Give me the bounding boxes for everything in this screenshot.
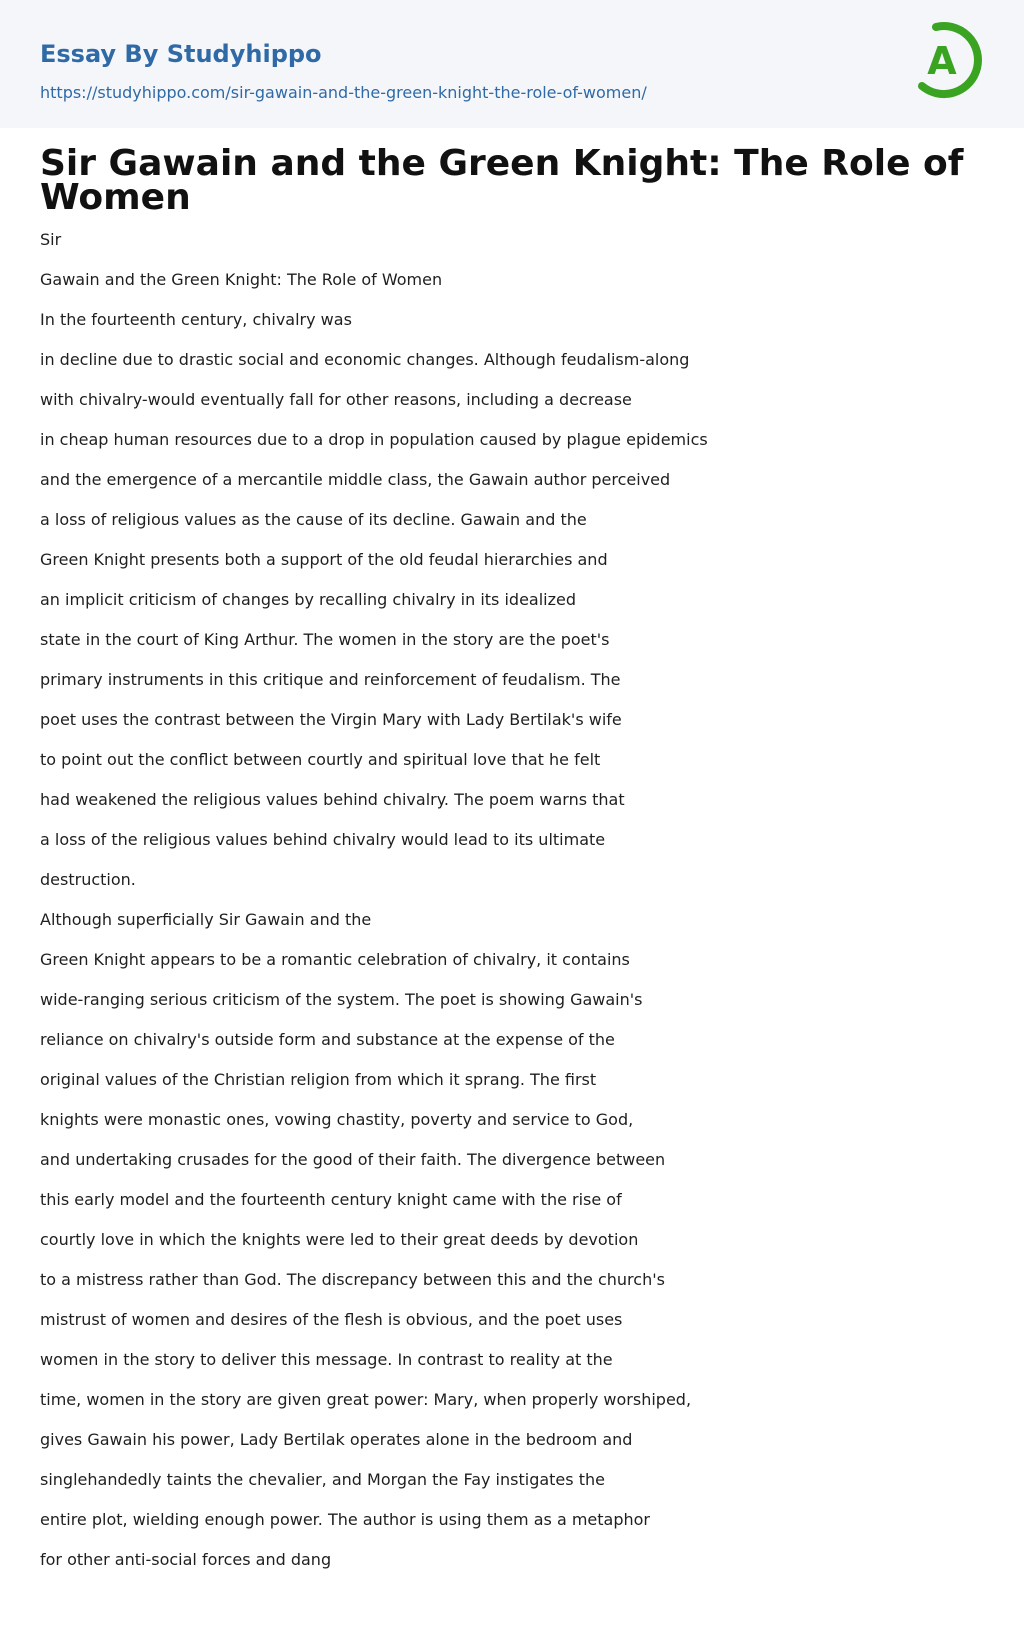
essay-line: time, women in the story are given great power: Mary, when properly worshiped, xyxy=(40,1390,692,1409)
essay-line: had weakened the religious values behind chivalry. The poem warns that xyxy=(40,790,625,809)
source-url-link[interactable]: https://studyhippo.com/sir-gawain-and-the-green-knight-the-role-of-women/ xyxy=(40,83,647,102)
essay-line: entire plot, wielding enough power. The author is using them as a metaphor xyxy=(40,1510,650,1529)
essay-line: Green Knight appears to be a romantic celebration of chivalry, it contains xyxy=(40,950,630,969)
site-header xyxy=(0,0,1024,128)
essay-line: and undertaking crusades for the good of their faith. The divergence between xyxy=(40,1150,666,1169)
essay-line: a loss of religious values as the cause of its decline. Gawain and the xyxy=(40,510,587,529)
essay-line: for other anti-social forces and dang xyxy=(40,1550,332,1569)
essay-line: wide-ranging serious criticism of the system. The poet is showing Gawain's xyxy=(40,990,643,1009)
essay-line: in decline due to drastic social and economic changes. Although feudalism-along xyxy=(40,350,690,369)
essay-line: poet uses the contrast between the Virgin Mary with Lady Bertilak's wife xyxy=(40,710,622,729)
essay-line: Sir xyxy=(40,230,62,249)
brand-title[interactable]: Essay By Studyhippo xyxy=(40,40,322,68)
essay-title: Sir Gawain and the Green Knight: The Role of Women xyxy=(40,143,964,218)
essay-line: Green Knight presents both a support of the old feudal hierarchies and xyxy=(40,550,608,569)
essay-line: with chivalry-would eventually fall for other reasons, including a decrease xyxy=(40,390,632,409)
essay-line: Although superficially Sir Gawain and the xyxy=(40,910,372,929)
essay-line: a loss of the religious values behind chivalry would lead to its ultimate xyxy=(40,830,606,849)
essay-line: this early model and the fourteenth century knight came with the rise of xyxy=(40,1190,622,1209)
essay-line: Gawain and the Green Knight: The Role of Women xyxy=(40,270,443,289)
studyhippo-logo-icon[interactable] xyxy=(912,18,988,104)
essay-line: an implicit criticism of changes by recalling chivalry in its idealized xyxy=(40,590,576,609)
logo-letter: A xyxy=(927,39,957,83)
essay-line: to point out the conflict between courtly and spiritual love that he felt xyxy=(40,750,601,769)
essay-line: and the emergence of a mercantile middle class, the Gawain author perceived xyxy=(40,470,671,489)
essay-line: state in the court of King Arthur. The women in the story are the poet's xyxy=(40,630,610,649)
essay-body xyxy=(40,227,980,1587)
essay-line: in cheap human resources due to a drop in population caused by plague epidemics xyxy=(40,430,708,449)
essay-line: gives Gawain his power, Lady Bertilak operates alone in the bedroom and xyxy=(40,1430,633,1449)
essay-line: courtly love in which the knights were led to their great deeds by devotion xyxy=(40,1230,639,1249)
essay-line: destruction. xyxy=(40,870,136,889)
essay-line: singlehandedly taints the chevalier, and Morgan the Fay instigates the xyxy=(40,1470,605,1489)
essay-line: mistrust of women and desires of the flesh is obvious, and the poet uses xyxy=(40,1310,623,1329)
essay-line: reliance on chivalry's outside form and substance at the expense of the xyxy=(40,1030,615,1049)
essay-line: knights were monastic ones, vowing chastity, poverty and service to God, xyxy=(40,1110,634,1129)
essay-line: to a mistress rather than God. The discrepancy between this and the church's xyxy=(40,1270,665,1289)
essay-line: In the fourteenth century, chivalry was xyxy=(40,310,352,329)
essay-line: original values of the Christian religion from which it sprang. The first xyxy=(40,1070,597,1089)
essay-line: primary instruments in this critique and reinforcement of feudalism. The xyxy=(40,670,621,689)
essay-line: women in the story to deliver this message. In contrast to reality at the xyxy=(40,1350,613,1369)
